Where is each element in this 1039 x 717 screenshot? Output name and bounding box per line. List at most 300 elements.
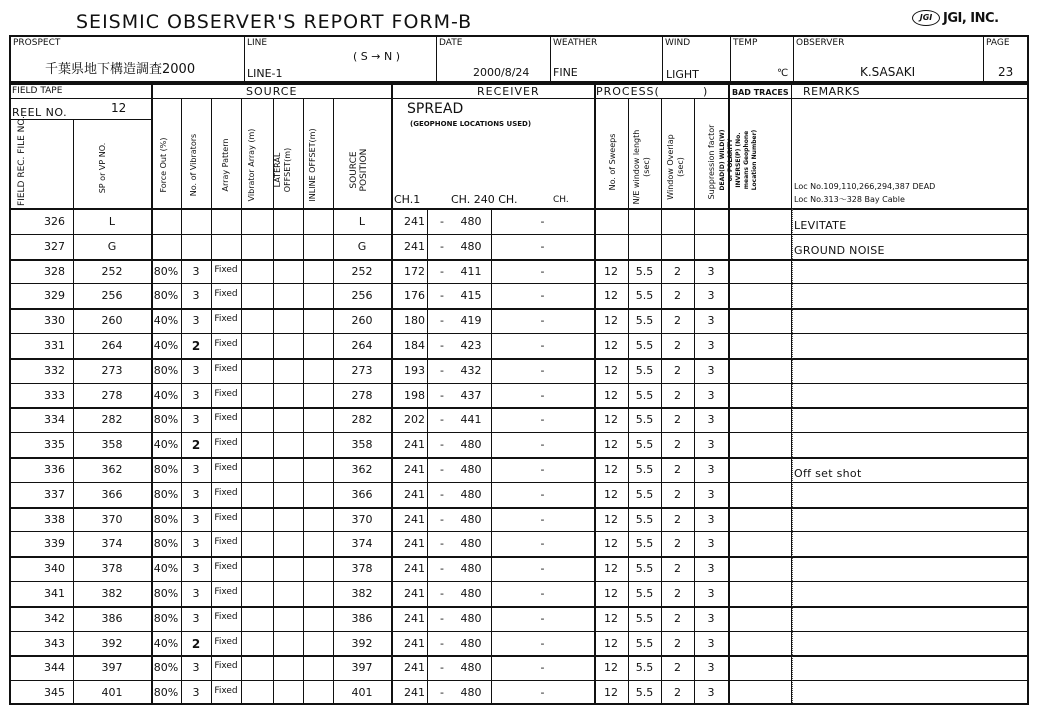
cell-dash: - bbox=[440, 587, 444, 600]
cell-vib: 3 bbox=[192, 512, 200, 526]
cell-ch-to: 415 bbox=[460, 289, 482, 303]
cell-supp: 3 bbox=[707, 562, 715, 576]
weather-label: WEATHER bbox=[553, 38, 598, 48]
cell-ch-to: 437 bbox=[460, 388, 482, 402]
cell-overlap: 2 bbox=[674, 661, 681, 675]
cell-pos: 252 bbox=[351, 264, 373, 278]
cell-vib: 3 bbox=[192, 537, 200, 551]
sweeps-header: No. of Sweeps bbox=[608, 133, 617, 191]
cell-ch-from: 198 bbox=[404, 388, 425, 402]
cell-file: 336 bbox=[44, 463, 65, 476]
cell-array: Fixed bbox=[214, 363, 238, 374]
cell-file: 333 bbox=[44, 388, 65, 402]
cell-ch-to: 432 bbox=[460, 363, 482, 377]
spread-sub-label: (GEOPHONE LOCATIONS USED) bbox=[410, 120, 532, 128]
cell-end: - bbox=[540, 512, 545, 526]
cell-sweeps: 12 bbox=[604, 537, 618, 551]
row-divider bbox=[11, 655, 1027, 657]
cell-ne: 5.5 bbox=[635, 487, 654, 501]
cell-file: 329 bbox=[44, 289, 65, 303]
cell-ch-to: 480 bbox=[460, 512, 482, 526]
cell-ne: 5.5 bbox=[635, 289, 654, 303]
cell-ch-from: 241 bbox=[404, 215, 425, 228]
cell-array: Fixed bbox=[214, 686, 238, 697]
cell-pos: 358 bbox=[351, 438, 373, 452]
cell-supp: 3 bbox=[707, 661, 715, 675]
cell-force: 40% bbox=[153, 636, 179, 650]
bad-traces-label: BAD TRACES bbox=[732, 88, 789, 97]
cell-sweeps: 12 bbox=[604, 686, 618, 700]
array-pattern-header: Array Pattern bbox=[221, 138, 230, 192]
row-divider bbox=[11, 507, 1027, 509]
row-divider bbox=[11, 606, 1027, 608]
row-divider bbox=[11, 283, 1027, 284]
cell-sweeps: 12 bbox=[604, 264, 618, 278]
cell-ne: 5.5 bbox=[635, 636, 654, 650]
temp-cell bbox=[730, 37, 793, 81]
cell-sp: 386 bbox=[101, 611, 123, 625]
col-divider bbox=[333, 98, 334, 209]
cell-force: 80% bbox=[153, 289, 179, 303]
cell-end: - bbox=[540, 339, 545, 352]
cell-supp: 3 bbox=[707, 587, 715, 600]
cell-overlap: 2 bbox=[674, 562, 681, 576]
row-divider bbox=[11, 432, 1027, 433]
cell-ch-to: 480 bbox=[460, 587, 482, 600]
cell-ch-to: 480 bbox=[460, 438, 482, 452]
cell-sp: 273 bbox=[101, 363, 123, 377]
cell-force: 80% bbox=[153, 512, 179, 526]
cell-supp: 3 bbox=[707, 487, 715, 501]
cell-vib: 3 bbox=[192, 413, 200, 427]
cell-vib: 3 bbox=[192, 264, 200, 278]
cell-force: 80% bbox=[153, 661, 179, 675]
ch1-label: CH.1 bbox=[394, 193, 421, 206]
cell-ch-from: 241 bbox=[404, 463, 425, 476]
cell-file: 331 bbox=[44, 339, 65, 352]
cell-ch-to: 441 bbox=[460, 413, 482, 427]
cell-pos: 382 bbox=[351, 587, 373, 600]
cell-pos: 278 bbox=[351, 388, 373, 402]
cell-overlap: 2 bbox=[674, 264, 681, 278]
remarks-label: REMARKS bbox=[803, 85, 860, 98]
prospect-cell bbox=[11, 37, 244, 81]
cell-end: - bbox=[540, 537, 545, 551]
cell-pos: 378 bbox=[351, 562, 373, 576]
cell-file: 332 bbox=[44, 363, 65, 377]
cell-ch-from: 241 bbox=[404, 537, 425, 551]
cell-overlap: 2 bbox=[674, 686, 681, 700]
date-label: DATE bbox=[439, 38, 463, 48]
source-section-label: SOURCE bbox=[246, 85, 298, 98]
cell-ch-from: 176 bbox=[404, 289, 425, 303]
cell-vib: 3 bbox=[192, 686, 200, 700]
cell-array: Fixed bbox=[214, 512, 238, 523]
cell-force: 80% bbox=[153, 587, 179, 600]
cell-overlap: 2 bbox=[674, 587, 681, 600]
form-title: SEISMIC OBSERVER'S REPORT FORM-B bbox=[76, 11, 473, 33]
source-position-header: SOURCE POSITION bbox=[349, 148, 369, 192]
cell-array: Fixed bbox=[214, 611, 238, 622]
cell-vib: 3 bbox=[192, 487, 200, 501]
cell-sp: 378 bbox=[101, 562, 123, 576]
cell-ch-to: 480 bbox=[460, 686, 482, 700]
row-divider bbox=[11, 383, 1027, 384]
cell-overlap: 2 bbox=[674, 438, 681, 452]
file-no-header: FIELD REC. FILE NO. bbox=[17, 116, 27, 206]
cell-dash: - bbox=[440, 463, 444, 476]
cell-pos: 273 bbox=[351, 363, 373, 377]
cell-pos: L bbox=[358, 215, 366, 228]
cell-sweeps: 12 bbox=[604, 388, 618, 402]
vibrators-header: No. of Vibrators bbox=[189, 133, 198, 197]
cell-supp: 3 bbox=[707, 636, 715, 650]
cell-sp: 382 bbox=[101, 587, 123, 600]
cell-end: - bbox=[540, 587, 545, 600]
overlap-header: Window Overlap (sec) bbox=[666, 134, 685, 200]
cell-file: 326 bbox=[44, 215, 65, 228]
row-divider bbox=[11, 234, 1027, 235]
cell-file: 338 bbox=[44, 512, 65, 526]
row-divider bbox=[11, 358, 1027, 360]
process-section-label: PROCESS( bbox=[596, 85, 660, 98]
cell-remark: LEVITATE bbox=[794, 219, 847, 232]
cell-supp: 3 bbox=[707, 264, 715, 278]
cell-supp: 3 bbox=[707, 314, 715, 328]
cell-dash: - bbox=[440, 661, 444, 675]
cell-sweeps: 12 bbox=[604, 636, 618, 650]
cell-ch-from: 241 bbox=[404, 487, 425, 501]
cell-pos: 370 bbox=[351, 512, 373, 526]
cell-ch-to: 480 bbox=[460, 661, 482, 675]
cell-vib: 2 bbox=[191, 438, 201, 453]
lateral-header: LATERAL OFFSET(m) bbox=[273, 147, 292, 193]
cell-array: Fixed bbox=[214, 388, 238, 399]
cell-force: 80% bbox=[153, 363, 179, 377]
line-label: LINE bbox=[247, 38, 268, 48]
cell-file: 334 bbox=[44, 413, 65, 427]
cell-supp: 3 bbox=[707, 388, 715, 402]
cell-file: 341 bbox=[44, 587, 65, 600]
cell-ch-from: 241 bbox=[404, 636, 425, 650]
cell-ne: 5.5 bbox=[635, 611, 654, 625]
observer-value: K.SASAKI bbox=[860, 65, 916, 79]
cell-file: 328 bbox=[44, 264, 65, 278]
cell-pos: 397 bbox=[351, 661, 373, 675]
cell-force: 80% bbox=[153, 413, 179, 427]
cell-end: - bbox=[540, 463, 545, 476]
force-out-header: Force Out (%) bbox=[159, 137, 168, 193]
line-value: LINE-1 bbox=[247, 67, 283, 80]
remarks-note-1: Loc No.109,110,266,294,387 DEAD bbox=[794, 182, 936, 191]
cell-file: 343 bbox=[44, 636, 65, 650]
cell-ne: 5.5 bbox=[635, 388, 654, 402]
header-divider bbox=[11, 208, 1027, 210]
cell-overlap: 2 bbox=[674, 537, 681, 551]
cell-sweeps: 12 bbox=[604, 661, 618, 675]
cell-dash: - bbox=[440, 339, 444, 352]
cell-dash: - bbox=[440, 264, 444, 278]
reel-label: REEL NO. bbox=[12, 106, 68, 119]
row-divider bbox=[11, 333, 1027, 334]
reel-underline bbox=[11, 119, 151, 120]
ch-label: CH. bbox=[553, 195, 569, 205]
col-divider bbox=[241, 98, 242, 209]
cell-supp: 3 bbox=[707, 363, 715, 377]
cell-ch-from: 241 bbox=[404, 686, 425, 700]
cell-sp: 358 bbox=[101, 438, 123, 452]
cell-ch-to: 411 bbox=[460, 264, 482, 278]
cell-end: - bbox=[540, 686, 545, 700]
col-divider bbox=[661, 98, 662, 209]
cell-sweeps: 12 bbox=[604, 289, 618, 303]
cell-pos: 362 bbox=[351, 463, 373, 476]
cell-ch-from: 241 bbox=[404, 438, 425, 452]
row-divider bbox=[11, 581, 1027, 582]
col-divider bbox=[694, 98, 695, 209]
cell-dash: - bbox=[440, 611, 444, 625]
cell-pos: 264 bbox=[351, 339, 373, 352]
cell-ch-from: 241 bbox=[404, 587, 425, 600]
cell-end: - bbox=[540, 239, 545, 253]
receiver-section-label: RECEIVER bbox=[477, 85, 540, 98]
cell-ch-to: 480 bbox=[460, 463, 482, 476]
cell-ch-to: 480 bbox=[460, 562, 482, 576]
cell-vib: 3 bbox=[192, 363, 200, 377]
cell-file: 337 bbox=[44, 487, 65, 501]
col-divider bbox=[181, 98, 182, 209]
cell-array: Fixed bbox=[214, 264, 238, 275]
cell-vib: 3 bbox=[192, 463, 200, 476]
observer-cell bbox=[793, 37, 983, 81]
cell-force: 40% bbox=[153, 314, 179, 328]
field-tape-label: FIELD TAPE bbox=[12, 86, 63, 96]
cell-pos: G bbox=[357, 239, 367, 253]
wind-label: WIND bbox=[665, 38, 691, 48]
cell-overlap: 2 bbox=[674, 636, 681, 650]
observer-label: OBSERVER bbox=[796, 38, 845, 48]
cell-overlap: 2 bbox=[674, 487, 681, 501]
cell-ch-to: 419 bbox=[460, 314, 482, 328]
col-divider bbox=[273, 98, 274, 209]
row-divider bbox=[11, 308, 1027, 310]
cell-remark: GROUND NOISE bbox=[794, 243, 885, 257]
ch240-label: CH. 240 CH. bbox=[451, 193, 518, 206]
cell-ne: 5.5 bbox=[635, 463, 654, 476]
cell-sp: 366 bbox=[101, 487, 123, 501]
cell-end: - bbox=[540, 264, 545, 278]
cell-array: Fixed bbox=[214, 562, 238, 573]
cell-dash: - bbox=[440, 562, 444, 576]
cell-sweeps: 12 bbox=[604, 587, 618, 600]
cell-end: - bbox=[540, 636, 545, 650]
cell-force: 40% bbox=[153, 339, 179, 352]
row-divider bbox=[11, 531, 1027, 532]
cell-pos: 392 bbox=[351, 636, 373, 650]
cell-force: 40% bbox=[153, 438, 179, 452]
cell-remark: Off set shot bbox=[794, 467, 862, 480]
wind-value: LIGHT bbox=[666, 68, 699, 81]
cell-overlap: 2 bbox=[674, 339, 681, 352]
cell-sp: 370 bbox=[101, 512, 123, 526]
cell-vib: 2 bbox=[191, 636, 201, 651]
cell-end: - bbox=[540, 289, 545, 303]
jgi-logo-icon: JGI bbox=[912, 10, 940, 26]
cell-file: 340 bbox=[44, 562, 65, 576]
cell-supp: 3 bbox=[707, 413, 715, 427]
cell-sweeps: 12 bbox=[604, 611, 618, 625]
sp-no-header: SP or VP NO. bbox=[98, 142, 107, 194]
cell-overlap: 2 bbox=[674, 388, 681, 402]
cell-file: 339 bbox=[44, 537, 65, 551]
remarks-note-2: Loc No.313～328 Bay Cable bbox=[794, 195, 905, 204]
cell-file: 330 bbox=[44, 314, 65, 328]
cell-vib: 3 bbox=[192, 388, 200, 402]
cell-file: 335 bbox=[44, 438, 65, 452]
ne-window-header: N/E window length (sec) bbox=[632, 129, 651, 205]
cell-ch-to: 423 bbox=[460, 339, 482, 352]
cell-sp: 260 bbox=[101, 314, 123, 328]
cell-overlap: 2 bbox=[674, 289, 681, 303]
cell-vib: 3 bbox=[192, 611, 200, 625]
cell-end: - bbox=[540, 438, 545, 452]
cell-pos: 256 bbox=[351, 289, 373, 303]
line-cell bbox=[244, 37, 436, 81]
cell-ch-from: 241 bbox=[404, 661, 425, 675]
cell-end: - bbox=[540, 314, 545, 328]
weather-cell bbox=[550, 37, 662, 81]
cell-end: - bbox=[540, 388, 545, 402]
cell-overlap: 2 bbox=[674, 314, 681, 328]
page-label: PAGE bbox=[986, 38, 1010, 48]
cell-vib: 3 bbox=[192, 289, 200, 303]
cell-end: - bbox=[540, 611, 545, 625]
cell-dash: - bbox=[440, 512, 444, 526]
cell-sweeps: 12 bbox=[604, 487, 618, 501]
date-value: 2000/8/24 bbox=[473, 66, 530, 79]
reel-value: 12 bbox=[111, 101, 127, 115]
cell-pos: 374 bbox=[351, 537, 373, 551]
row-divider bbox=[11, 457, 1027, 459]
line-direction: ( S → N ) bbox=[353, 50, 400, 63]
cell-ne: 5.5 bbox=[635, 339, 654, 352]
cell-ch-from: 241 bbox=[404, 611, 425, 625]
vibrator-array-header: Vibrator Array (m) bbox=[247, 128, 256, 202]
cell-array: Fixed bbox=[214, 413, 238, 424]
cell-sweeps: 12 bbox=[604, 339, 618, 352]
row-divider bbox=[11, 259, 1027, 261]
col-divider bbox=[303, 98, 304, 209]
cell-array: Fixed bbox=[214, 636, 238, 647]
cell-ch-from: 172 bbox=[404, 264, 425, 278]
page-cell bbox=[983, 37, 1029, 81]
cell-file: 327 bbox=[44, 239, 65, 253]
cell-ch-from: 202 bbox=[404, 413, 425, 427]
col-divider bbox=[211, 98, 212, 209]
bad-traces-note: DEAD(D) WILD(W) or POLARITY INVERSE(P) (No. means Geophone Location Number) bbox=[719, 129, 758, 191]
cell-vib: 3 bbox=[192, 661, 200, 675]
cell-supp: 3 bbox=[707, 512, 715, 526]
cell-array: Fixed bbox=[214, 537, 238, 548]
cell-supp: 3 bbox=[707, 611, 715, 625]
cell-sweeps: 12 bbox=[604, 463, 618, 476]
cell-sp: 264 bbox=[101, 339, 123, 352]
cell-ch-from: 241 bbox=[404, 562, 425, 576]
cell-dash: - bbox=[440, 413, 444, 427]
company-logo bbox=[912, 10, 999, 26]
spread-label: SPREAD bbox=[407, 101, 464, 117]
cell-end: - bbox=[540, 487, 545, 501]
cell-array: Fixed bbox=[214, 587, 238, 597]
cell-dash: - bbox=[440, 438, 444, 452]
cell-array: Fixed bbox=[214, 463, 238, 473]
cell-supp: 3 bbox=[707, 537, 715, 551]
cell-ch-from: 184 bbox=[404, 339, 425, 352]
cell-sp: 392 bbox=[101, 636, 123, 650]
cell-ch-from: 180 bbox=[404, 314, 425, 328]
cell-pos: 260 bbox=[351, 314, 373, 328]
cell-array: Fixed bbox=[214, 314, 238, 325]
report-table bbox=[9, 83, 1029, 705]
date-cell bbox=[436, 37, 550, 81]
cell-array: Fixed bbox=[214, 289, 238, 300]
cell-sweeps: 12 bbox=[604, 413, 618, 427]
cell-force: 80% bbox=[153, 537, 179, 551]
cell-force: 80% bbox=[153, 264, 179, 278]
prospect-value: 千葉県地下構造調査2000 bbox=[45, 62, 196, 77]
prospect-label: PROSPECT bbox=[13, 38, 61, 48]
cell-force: 40% bbox=[153, 562, 179, 576]
cell-ne: 5.5 bbox=[635, 661, 654, 675]
cell-ch-to: 480 bbox=[460, 487, 482, 501]
cell-ne: 5.5 bbox=[635, 562, 654, 576]
cell-file: 342 bbox=[44, 611, 65, 625]
cell-ch-from: 241 bbox=[404, 512, 425, 526]
cell-sp: 374 bbox=[101, 537, 123, 551]
cell-pos: 282 bbox=[351, 413, 373, 427]
cell-file: 344 bbox=[44, 661, 65, 675]
cell-dash: - bbox=[440, 289, 444, 303]
section-divider bbox=[11, 98, 1027, 99]
cell-force: 40% bbox=[153, 388, 179, 402]
cell-overlap: 2 bbox=[674, 363, 681, 377]
wind-cell bbox=[662, 37, 730, 81]
row-divider bbox=[11, 680, 1027, 681]
cell-force: 80% bbox=[153, 611, 179, 625]
cell-ch-to: 480 bbox=[460, 537, 482, 551]
cell-ne: 5.5 bbox=[635, 264, 654, 278]
row-divider bbox=[11, 482, 1027, 483]
cell-ne: 5.5 bbox=[635, 537, 654, 551]
cell-ne: 5.5 bbox=[635, 587, 654, 600]
cell-sp: 252 bbox=[101, 264, 123, 278]
cell-end: - bbox=[540, 215, 545, 228]
cell-dash: - bbox=[440, 487, 444, 501]
cell-supp: 3 bbox=[707, 438, 715, 452]
cell-pos: 386 bbox=[351, 611, 373, 625]
cell-dash: - bbox=[440, 239, 444, 253]
cell-ne: 5.5 bbox=[635, 363, 654, 377]
cell-ne: 5.5 bbox=[635, 438, 654, 452]
col-divider bbox=[628, 98, 629, 209]
inline-header: INLINE OFFSET(m) bbox=[308, 128, 317, 202]
cell-ne: 5.5 bbox=[635, 413, 654, 427]
cell-sweeps: 12 bbox=[604, 438, 618, 452]
cell-sp: 401 bbox=[101, 686, 123, 700]
cell-end: - bbox=[540, 413, 545, 427]
cell-supp: 3 bbox=[707, 686, 715, 700]
cell-sp: L bbox=[108, 215, 116, 228]
